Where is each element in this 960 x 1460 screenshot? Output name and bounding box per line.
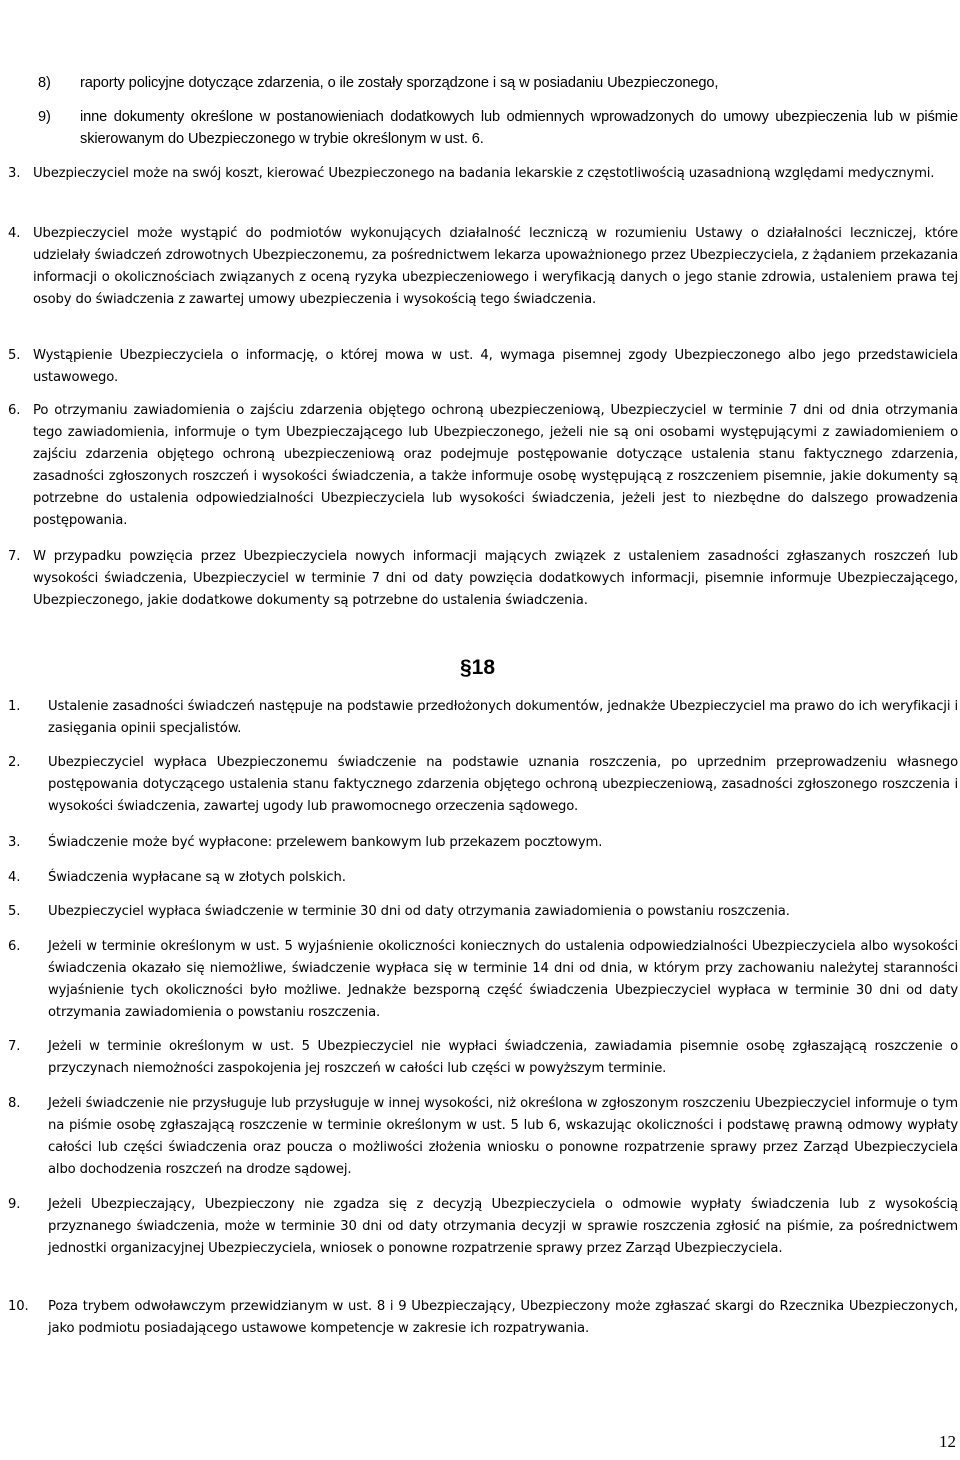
paragraph-6 [8, 400, 958, 532]
section-item-text: Ustalenie zasadności świadczeń następuje na podstawie przedłożonych dokumentów, jednakże Ubezpieczyciel ma prawo do ich weryfikacji i zasięgania opinii specjalistów. [48, 699, 958, 736]
list-item-9 [38, 106, 958, 150]
section-item-text: Jeżeli świadczenie nie przysługuje lub przysługuje w innej wysokości, niż określona w zgłoszonym roszczeniu Ubezpieczyciel informuje o tym na piśmie osobę zgłaszającą roszczenie w terminie określonym w ust. 5 lub 6, wskazując okoliczności i podstawę prawną odmowy wypłaty całości lub części świadczenia oraz poucza o możliwości złożenia wniosku o ponowne rozpatrzenie sprawy przez Zarząd Ubezpieczyciela albo dochodzenia roszczeń na drodze sądowej. [48, 1096, 958, 1177]
list-item-number: 9) [38, 109, 51, 125]
paragraph-number: 7. [8, 549, 21, 564]
list-item-8 [38, 72, 958, 94]
paragraph-text: Wystąpienie Ubezpieczyciela o informację, o której mowa w ust. 4, wymaga pisemnej zgody Ubezpieczonego albo jego przedstawiciela ustawowego. [33, 348, 958, 385]
section-item-2 [8, 752, 958, 818]
section-item-10 [8, 1296, 958, 1340]
section-item-8 [8, 1093, 958, 1181]
section-item-1 [8, 696, 958, 740]
section-heading: §18 [460, 656, 496, 679]
paragraph-5 [8, 345, 958, 389]
section-item-number: 10. [8, 1299, 29, 1314]
section-item-number: 9. [8, 1197, 21, 1212]
paragraph-number: 6. [8, 403, 21, 418]
section-item-9 [8, 1194, 958, 1260]
section-item-text: Świadczenie może być wypłacone: przelewem bankowym lub przekazem pocztowym. [48, 835, 603, 850]
list-item-number: 8) [38, 75, 51, 91]
paragraph-4 [8, 223, 958, 311]
section-item-number: 1. [8, 699, 21, 714]
section-item-3 [8, 832, 958, 854]
section-item-text: Świadczenia wypłacane są w złotych polskich. [48, 870, 346, 885]
section-item-text: Poza trybem odwoławczym przewidzianym w ust. 8 i 9 Ubezpieczający, Ubezpieczony może zgłaszać skargi do Rzecznika Ubezpieczonych, jako podmiotu posiadającego ustawowe kompetencje w zakresie ich rozpatrywania. [48, 1299, 958, 1336]
section-item-number: 8. [8, 1096, 21, 1111]
section-item-number: 3. [8, 835, 21, 850]
paragraph-7 [8, 546, 958, 612]
list-item-text: raporty policyjne dotyczące zdarzenia, o ile zostały sporządzone i są w posiadaniu Ubezpieczonego, [80, 75, 719, 91]
paragraph-text: Ubezpieczyciel może na swój koszt, kierować Ubezpieczonego na badania lekarskie z częstotliwością uzasadnioną względami medycznymi. [33, 166, 935, 181]
section-item-text: Jeżeli w terminie określonym w ust. 5 wyjaśnienie okoliczności koniecznych do ustalenia odpowiedzialności Ubezpieczyciela albo wysokości świadczenia okazało się niemożliwe, świadczenie wypłaca się w terminie 14 dni od dnia, w którym przy zachowaniu należytej staranności wyjaśnienie tych okoliczności było możliwe. Jednakże bezsporną część świadczenia Ubezpieczyciel wypłaca w terminie 30 dni od daty otrzymania zawiadomienia o powstaniu roszczenia. [48, 939, 958, 1020]
paragraph-number: 4. [8, 226, 21, 241]
paragraph-number: 3. [8, 166, 21, 181]
section-item-number: 6. [8, 939, 21, 954]
list-item-text: inne dokumenty określone w postanowieniach dodatkowych lub odmiennych wprowadzonych do umowy ubezpieczenia lub w piśmie skierowanym do Ubezpieczonego w trybie określonym w ust. 6. [80, 109, 958, 147]
section-item-number: 5. [8, 904, 21, 919]
section-item-number: 2. [8, 755, 21, 770]
paragraph-text: Ubezpieczyciel może wystąpić do podmiotów wykonujących działalność leczniczą w rozumieniu Ustawy o działalności leczniczej, które udzielały świadczeń zdrowotnych Ubezpieczonemu, za pośrednictwem lekarza upoważnionego przez Ubezpieczyciela, z żądaniem przekazania informacji o okolicznościach związanych z oceną ryzyka ubezpieczeniowego i weryfikacją danych o jego stanie zdrowia, ustaleniem prawa tej osoby do świadczenia z zawartej umowy ubezpieczenia i wysokością tego świadczenia. [33, 226, 958, 307]
section-item-7 [8, 1036, 958, 1080]
section-item-number: 4. [8, 870, 21, 885]
paragraph-text: W przypadku powzięcia przez Ubezpieczyciela nowych informacji mających związek z ustaleniem zasadności zgłaszanych roszczeń lub wysokości świadczenia, Ubezpieczyciel w terminie 7 dni od daty powzięcia dodatkowych informacji, pisemnie informuje Ubezpieczającego, Ubezpieczonego, jakie dodatkowe dokumenty są potrzebne do ustalenia świadczenia. [33, 549, 958, 608]
section-item-text: Ubezpieczyciel wypłaca Ubezpieczonemu świadczenie na podstawie uznania roszczenia, po uprzednim przeprowadzeniu własnego postępowania dotyczącego ustalenia stanu faktycznego zdarzenia objętego ochroną ubezpieczeniową, zasadności zgłoszonego roszczenia i wysokości świadczenia, zawartej ugody lub prawomocnego orzeczenia sądowego. [48, 755, 958, 814]
section-item-text: Jeżeli Ubezpieczający, Ubezpieczony nie zgadza się z decyzją Ubezpieczyciela o odmowie wypłaty świadczenia lub z wysokością przyznanego świadczenia, może w terminie 30 dni od daty otrzymania decyzji w sprawie roszczenia zgłosić na piśmie, za pośrednictwem jednostki organizacyjnej Ubezpieczyciela, wniosek o ponowne rozpatrzenie sprawy przez Zarząd Ubezpieczyciela. [48, 1197, 958, 1256]
page-number: 12 [939, 1432, 956, 1451]
section-item-number: 7. [8, 1039, 21, 1054]
section-item-6 [8, 936, 958, 1024]
paragraph-number: 5. [8, 348, 21, 363]
paragraph-3 [8, 163, 958, 185]
section-item-4 [8, 867, 958, 889]
section-item-text: Jeżeli w terminie określonym w ust. 5 Ubezpieczyciel nie wypłaci świadczenia, zawiadamia pisemnie osobę zgłaszającą roszczenie o przyczynach niemożności zaspokojenia jej roszczeń w całości lub części w powyższym terminie. [48, 1039, 958, 1076]
paragraph-text: Po otrzymaniu zawiadomienia o zajściu zdarzenia objętego ochroną ubezpieczeniową, Ubezpieczyciel w terminie 7 dni od dnia otrzymania tego zawiadomienia, informuje o tym Ubezpieczającego lub Ubezpieczonego, jeżeli nie są oni osobami występującymi z zawiadomieniem o zajściu zdarzenia objętego ochroną ubezpieczeniową oraz podejmuje postępowanie dotyczące ustalenia stanu faktycznego zdarzenia, zasadności zgłoszonych roszczeń i wysokości świadczenia, a także informuje osobę występującą z roszczeniem pisemnie, jakie dokumenty są potrzebne do ustalenia odpowiedzialności Ubezpieczyciela lub wysokości świadczenia, jeżeli jest to niezbędne do dalszego prowadzenia postępowania. [33, 403, 958, 528]
section-item-5 [8, 901, 958, 923]
section-item-text: Ubezpieczyciel wypłaca świadczenie w terminie 30 dni od daty otrzymania zawiadomienia o powstaniu roszczenia. [48, 904, 790, 919]
